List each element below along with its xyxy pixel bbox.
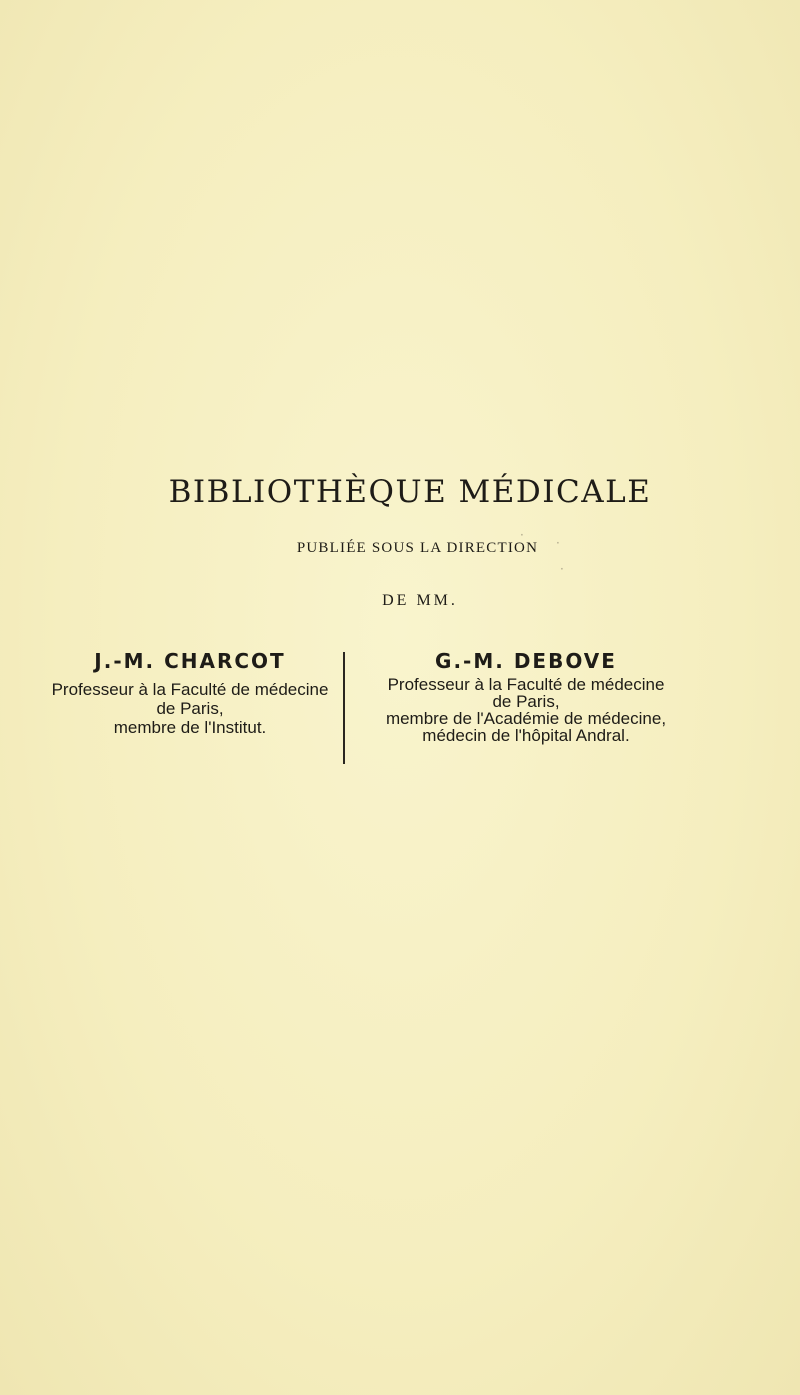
director-title-line: membre de l'Institut. [113, 718, 267, 737]
director-title-line: de Paris, [156, 699, 224, 718]
director-title-line: Professeur à la Faculté de médecine [387, 675, 665, 694]
director-debove [352, 648, 700, 744]
director-name: J.-M. CHARCOT [94, 649, 286, 673]
series-title: BIBLIOTHÈQUE MÉDICALE [168, 474, 652, 510]
paper-speck: · [560, 562, 564, 576]
director-title-line: membre de l'Académie de médecine, [385, 709, 667, 728]
director-title-line: Professeur à la Faculté de médecine [51, 680, 329, 699]
paper-speck: · [556, 536, 560, 550]
publication-subtitle: PUBLIÉE SOUS LA DIRECTION [296, 540, 539, 556]
column-divider [343, 652, 345, 764]
directors-block [0, 648, 800, 768]
director-title-line: de Paris, [492, 692, 560, 711]
director-charcot [40, 648, 340, 737]
paper-speck: · [520, 528, 524, 542]
director-title-line: médecin de l'hôpital Andral. [422, 726, 630, 745]
publication-subtitle-de-mm: DE MM. [382, 592, 458, 609]
director-name: G.-M. DEBOVE [435, 649, 617, 673]
